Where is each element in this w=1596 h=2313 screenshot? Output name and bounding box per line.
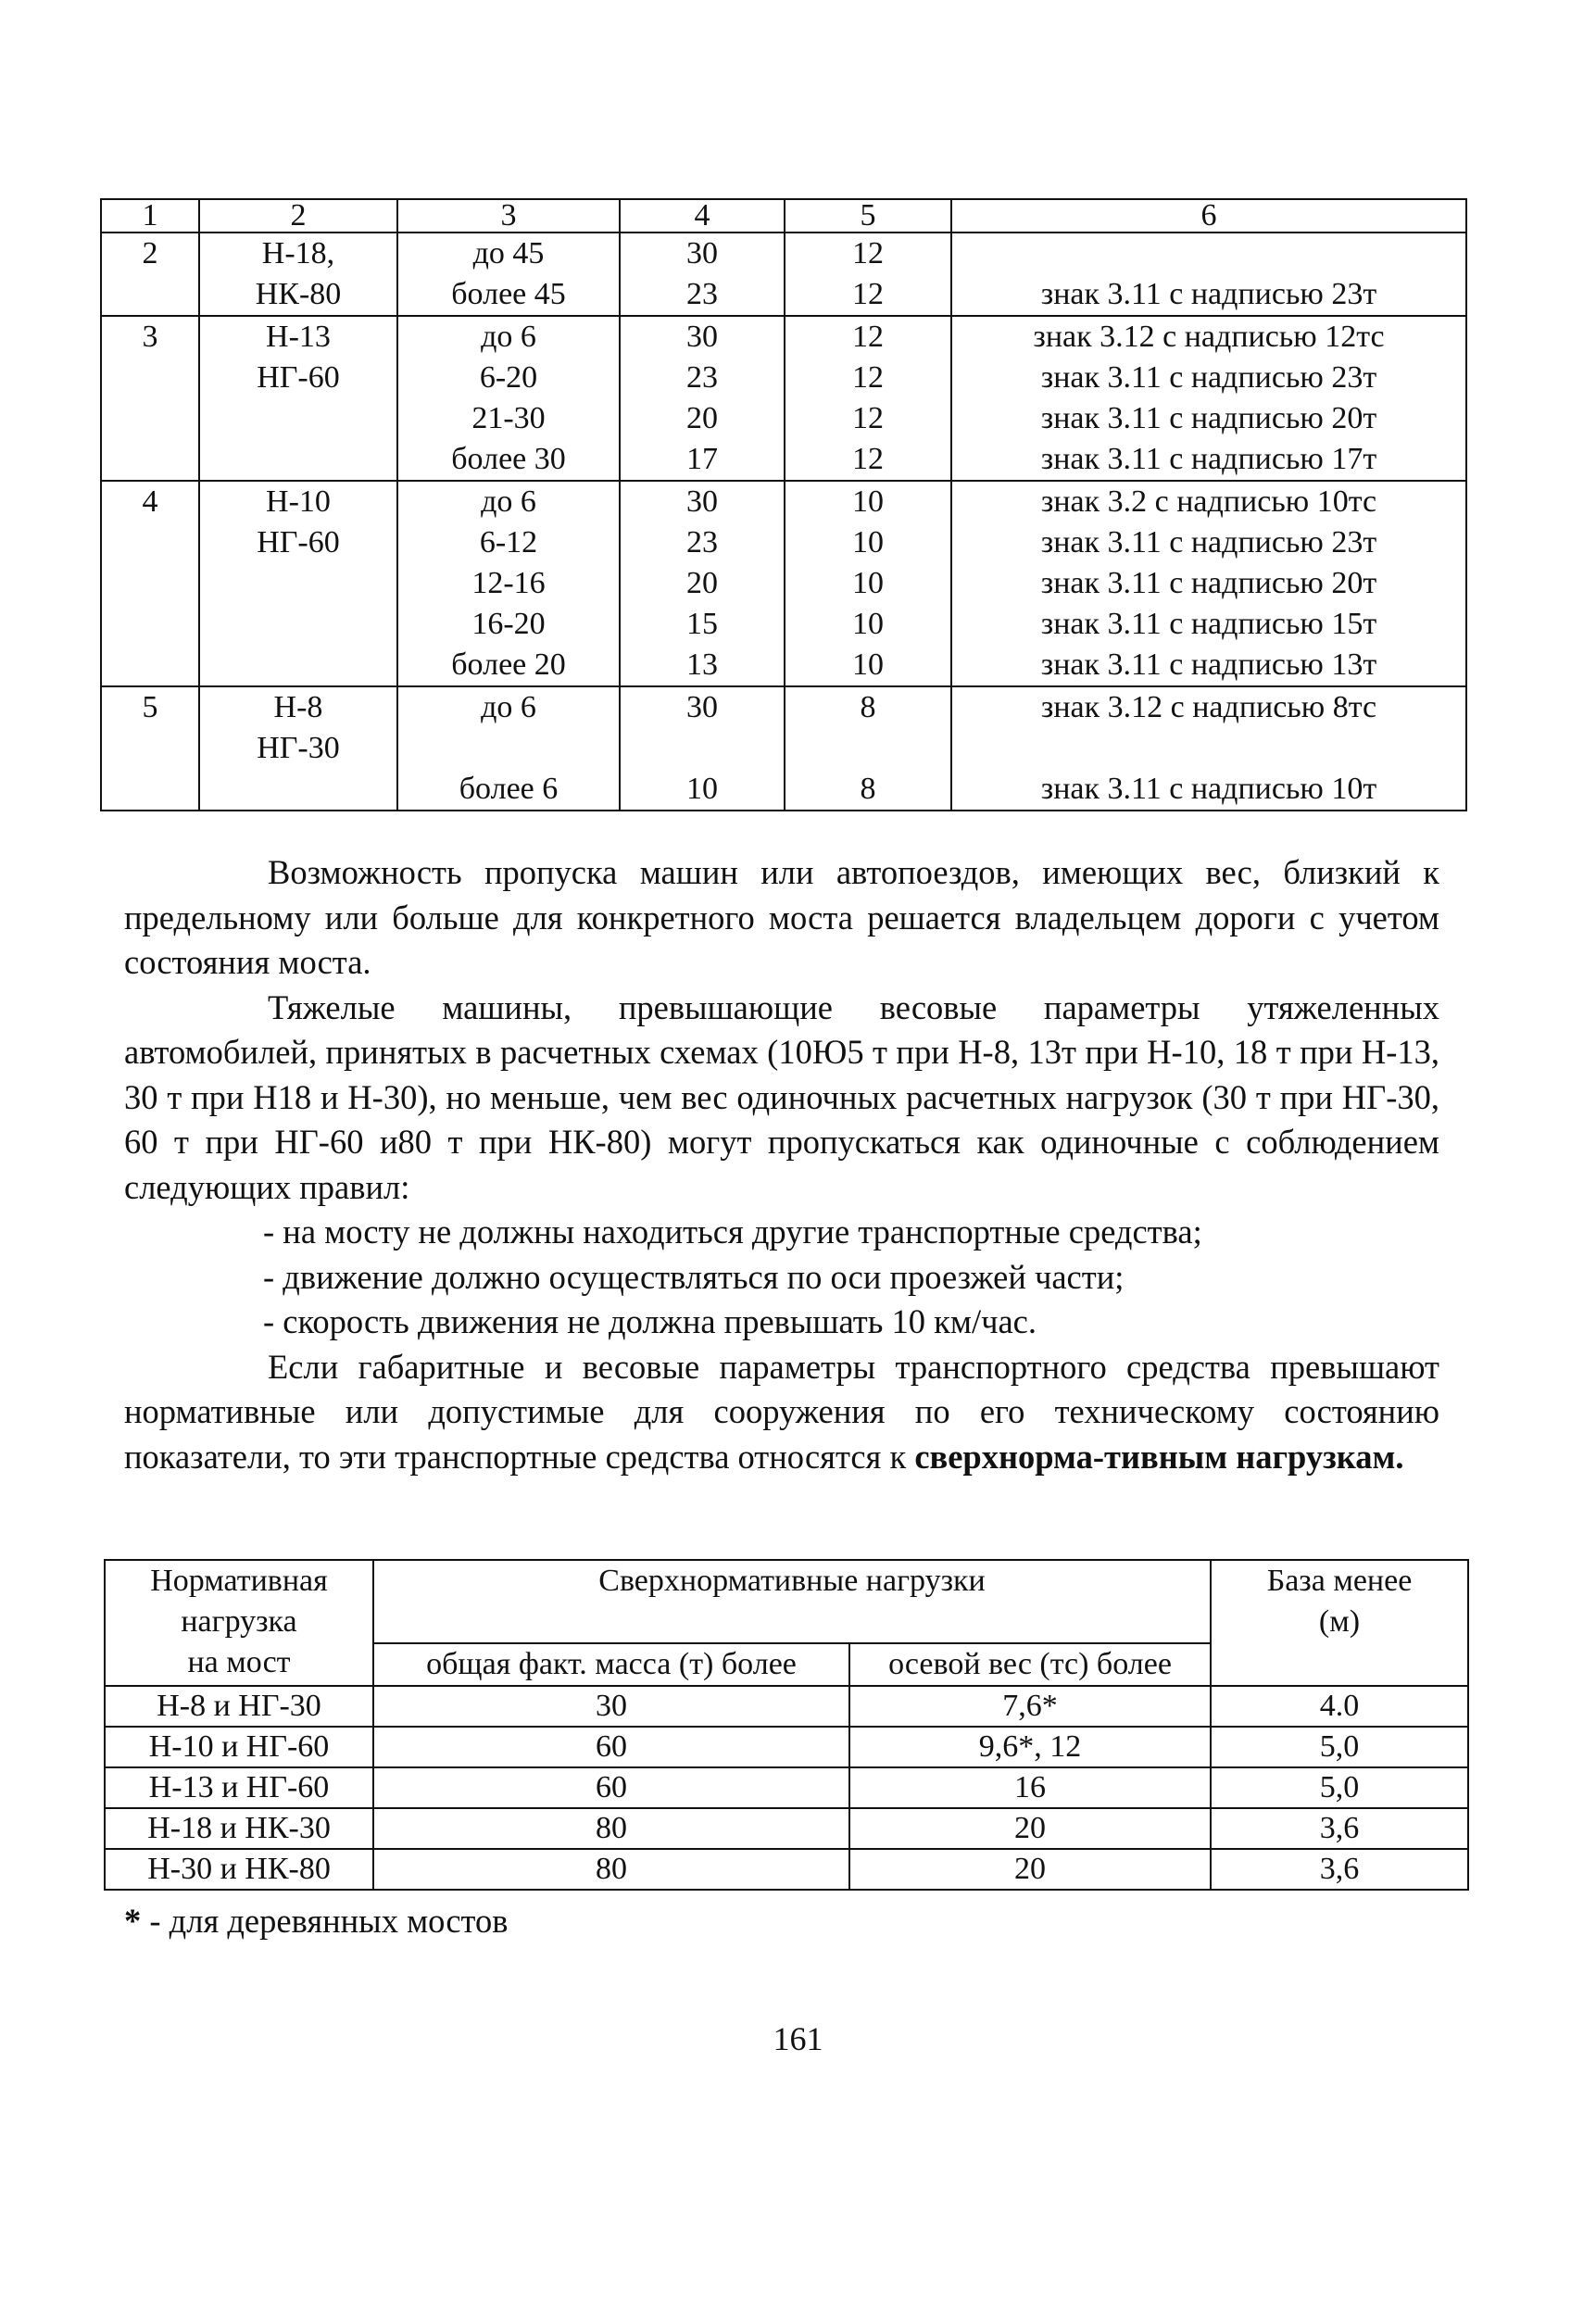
base-cell: 3,6 [1211, 1849, 1468, 1890]
value-cell: 30 10 [620, 686, 785, 811]
list-item: - скорость движения не должна превышать 10 км/час. [263, 1302, 1037, 1340]
base-cell: 3,6 [1211, 1808, 1468, 1849]
footnote-marker: * [124, 1902, 142, 1940]
footnote-text: - для деревянных мостов [141, 1902, 509, 1940]
value-cell: 12 12 12 12 [785, 316, 951, 481]
row-number-cell: 5 [101, 686, 199, 811]
header-normative-load: Нормативная нагрузка на мост [105, 1560, 373, 1686]
value-cell: 8 8 [785, 686, 951, 811]
value-cell: 10 10 10 10 10 [785, 481, 951, 686]
load-cell: Н-10 НГ-60 [199, 481, 397, 686]
axle-cell: 20 [849, 1849, 1211, 1890]
header-axle-weight: осевой вес (тс) более [849, 1643, 1211, 1686]
load-cell: Н-10 и НГ-60 [105, 1727, 373, 1767]
base-cell: 4.0 [1211, 1686, 1468, 1727]
load-cell: Н-30 и НК-80 [105, 1849, 373, 1890]
header-cell: 5 [785, 199, 951, 233]
header-cell: 2 [199, 199, 397, 233]
row-number-cell: 4 [101, 481, 199, 686]
load-cell: Н-13 НГ-60 [199, 316, 397, 481]
load-cell: Н-8 НГ-30 [199, 686, 397, 811]
sign-cell: знак 3.2 с надписью 10тс знак 3.11 с надписью 23т знак 3.11 с надписью 20т знак 3.11 с надписью 15т знак 3.11 с надписью 13т [951, 481, 1466, 686]
span-cell: до 6 более 6 [397, 686, 620, 811]
header-cell: 4 [620, 199, 785, 233]
table-row [105, 1767, 1468, 1808]
sign-cell: знак 3.12 с надписью 12тс знак 3.11 с надписью 23т знак 3.11 с надписью 20т знак 3.11 с надписью 17т [951, 316, 1466, 481]
sign-cell: знак 3.11 с надписью 23т [951, 233, 1466, 316]
paragraph [124, 1345, 1439, 1480]
table-header-row [101, 199, 1466, 233]
table-row [105, 1808, 1468, 1849]
base-cell: 5,0 [1211, 1727, 1468, 1767]
table-row [101, 233, 1466, 316]
value-cell: 30 23 20 17 [620, 316, 785, 481]
header-cell: 6 [951, 199, 1466, 233]
table-row [101, 481, 1466, 686]
load-cell: Н-8 и НГ-30 [105, 1686, 373, 1727]
header-total-mass: общая факт. масса (т) более [373, 1643, 849, 1686]
page-number: 161 [773, 2020, 823, 2057]
paragraph: Тяжелые машины, превышающие весовые параметры утяжеленных автомобилей, принятых в расчетных схемах (10Ю5 т при Н-8, 13т при Н-10, 18 т при Н-13, 30 т при Н18 и Н-30), но меньше, чем вес одиночных расчетных нагрузок (30 т при НГ-30, 60 т при НГ-60 и80 т при НК-80) могут пропускаться как одиночные с соблюдением следующих правил: [124, 987, 1439, 1206]
header-cell: 1 [101, 199, 199, 233]
table-header-row [105, 1560, 1468, 1643]
emphasized-term: сверхнорма-тивным нагрузкам. [914, 1437, 1404, 1476]
header-overload: Сверхнормативные нагрузки [373, 1560, 1211, 1643]
value-cell: 30 23 [620, 233, 785, 316]
axle-cell: 20 [849, 1808, 1211, 1849]
table-row [101, 686, 1466, 811]
sign-cell: знак 3.12 с надписью 8тс знак 3.11 с надписью 10т [951, 686, 1466, 811]
paragraph: Возможность пропуска машин или автопоездов, имеющих вес, близкий к предельному или больше для конкретного моста решается владельцем дороги с учетом состояния моста. [124, 853, 1439, 981]
span-cell: до 6 6-20 21-30 более 30 [397, 316, 620, 481]
load-cell: Н-18 и НК-30 [105, 1808, 373, 1849]
overload-table [104, 1559, 1469, 1891]
value-cell: 30 23 20 15 13 [620, 481, 785, 686]
row-number-cell: 2 [101, 233, 199, 316]
list-item: - движение должно осуществляться по оси проезжей части; [263, 1257, 1125, 1296]
base-cell: 5,0 [1211, 1767, 1468, 1808]
table-row [105, 1686, 1468, 1727]
table-row [101, 316, 1466, 481]
value-cell: 12 12 [785, 233, 951, 316]
table-row [105, 1849, 1468, 1890]
header-base: База менее (м) [1211, 1560, 1468, 1686]
header-cell: 3 [397, 199, 620, 233]
axle-cell: 16 [849, 1767, 1211, 1808]
row-number-cell: 3 [101, 316, 199, 481]
load-cell: Н-18, НК-80 [199, 233, 397, 316]
mass-cell: 60 [373, 1727, 849, 1767]
footnote [124, 1901, 509, 1942]
load-cell: Н-13 и НГ-60 [105, 1767, 373, 1808]
axle-cell: 9,6*, 12 [849, 1727, 1211, 1767]
span-cell: до 6 6-12 12-16 16-20 более 20 [397, 481, 620, 686]
table-row [105, 1727, 1468, 1767]
axle-cell: 7,6* [849, 1686, 1211, 1727]
body-text [124, 850, 1439, 1479]
mass-cell: 80 [373, 1849, 849, 1890]
mass-cell: 30 [373, 1686, 849, 1727]
paragraph-text: Если габаритные и весовые параметры транспортного средства превышают нормативные или допустимые для сооружения по его техническому состоянию показатели, то эти транспортные средства относятся к [124, 1347, 1439, 1476]
list-item: - на мосту не должны находиться другие транспортные средства; [263, 1213, 1202, 1251]
mass-cell: 60 [373, 1767, 849, 1808]
mass-cell: 80 [373, 1808, 849, 1849]
sign-limits-table [100, 198, 1467, 811]
span-cell: до 45 более 45 [397, 233, 620, 316]
